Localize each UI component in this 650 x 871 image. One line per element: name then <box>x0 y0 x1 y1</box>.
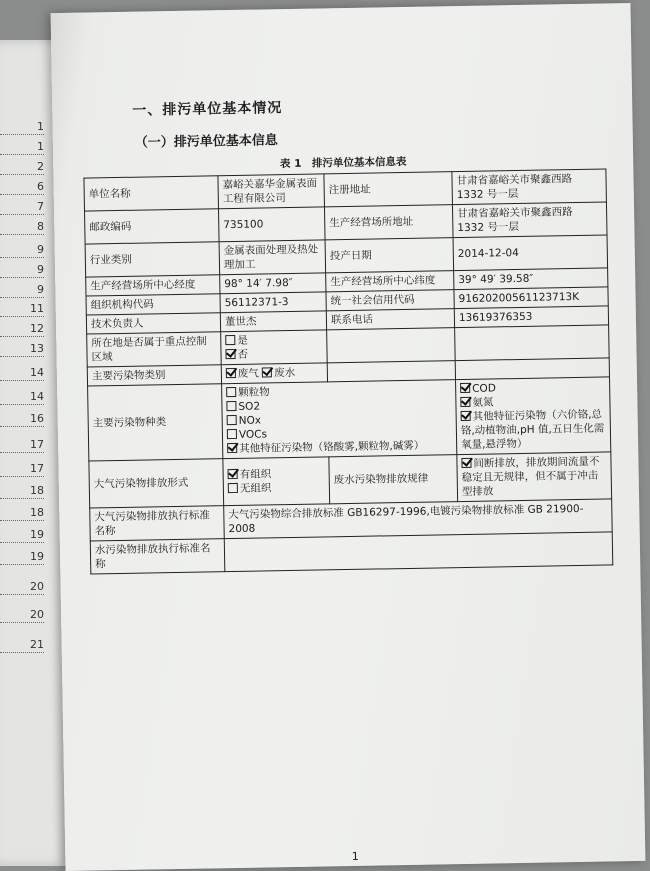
option-label: 颗粒物 <box>238 386 270 399</box>
phone-value: 13619376353 <box>454 306 608 328</box>
checkbox-option <box>461 408 607 453</box>
toc-page-number: 13 <box>0 342 44 357</box>
postal-value: 735100 <box>218 207 325 242</box>
water-standard-label: 水污染物排放执行标准名称 <box>90 539 225 574</box>
unit-name-label: 单位名称 <box>84 176 219 211</box>
option-label: VOCs <box>238 428 268 441</box>
checkbox-checked-icon <box>225 349 235 359</box>
air-standard-value: 大气污染物综合排放标准 GB16297-1996,电镀污染物排放标准 GB 21900-2008 <box>224 499 613 539</box>
toc-page-number: 9 <box>0 243 44 258</box>
option-label: 无组织 <box>239 482 272 495</box>
toc-page-number: 20 <box>0 580 44 595</box>
prod-addr-value: 甘肃省嘉峪关市聚鑫西路 1332 号一层 <box>452 202 607 238</box>
option-label: 其他特征污染物（铬酸雾,颗粒物,碱雾） <box>239 439 425 455</box>
checkbox-empty-icon <box>227 429 237 439</box>
subsection-heading: （一）排污单位基本信息 <box>134 133 278 151</box>
pollutant-category-label: 主要污染物类别 <box>87 365 221 386</box>
checkbox-checked-icon <box>460 383 470 393</box>
start-date-value: 2014-12-04 <box>453 235 608 271</box>
toc-page-number: 19 <box>0 550 44 565</box>
checkbox-empty-icon <box>225 335 235 345</box>
toc-page-number: 21 <box>0 638 44 653</box>
latitude-value: 39° 49′ 39.58″ <box>454 268 608 290</box>
option-label: 有组织 <box>239 468 272 481</box>
table-caption: 表 1 排污单位基本信息表 <box>279 155 407 171</box>
checkbox-checked-icon <box>226 368 236 378</box>
toc-page-number: 9 <box>0 283 44 298</box>
toc-page-number: 9 <box>0 263 44 278</box>
empty-cell <box>327 361 455 382</box>
industry-label: 行业类别 <box>85 242 220 277</box>
option-label: 废气 <box>237 367 259 380</box>
table-row <box>88 377 611 461</box>
longitude-value: 98° 14′ 7.98″ <box>220 273 326 294</box>
checkbox-option <box>227 438 452 456</box>
toc-page-number: 1 <box>0 140 44 155</box>
empty-cell <box>455 325 610 361</box>
start-date-label: 投产日期 <box>325 238 454 273</box>
checkbox-checked-icon <box>461 458 471 468</box>
checkbox-checked-icon <box>262 367 272 377</box>
empty-cell <box>327 328 456 363</box>
key-area-label: 所在地是否属于重点控制区域 <box>87 332 222 367</box>
water-rule-label: 废水污染物排放规律 <box>329 455 458 504</box>
option-label: 氨氮 <box>472 396 494 409</box>
water-rule-value <box>457 452 612 502</box>
air-form-label: 大气污染物排放形式 <box>89 459 224 508</box>
checkbox-option <box>225 346 322 362</box>
option-label: 废水 <box>274 366 296 380</box>
toc-page-number: 11 <box>0 302 44 317</box>
latitude-label: 生产经营场所中心纬度 <box>326 271 454 292</box>
tech-value: 董世杰 <box>220 311 326 332</box>
option-label: NOx <box>238 414 262 427</box>
toc-page-number: 14 <box>0 390 44 405</box>
key-area-value <box>221 330 328 365</box>
postal-label: 邮政编码 <box>85 209 220 244</box>
toc-page-number: 1 <box>0 120 44 135</box>
air-form-value <box>223 457 330 506</box>
document-page <box>51 3 646 871</box>
org-code-value: 56112371-3 <box>220 292 326 313</box>
industry-value: 金属表面处理及热处理加工 <box>219 240 326 275</box>
option-label: SO2 <box>238 400 261 413</box>
checkbox-checked-icon <box>228 469 238 479</box>
checkbox-checked-icon <box>460 397 470 407</box>
option-label: COD <box>472 382 496 395</box>
toc-page-number: 17 <box>0 462 44 477</box>
toc-page-number: 17 <box>0 438 44 453</box>
pollutant-category-value <box>221 363 327 384</box>
org-code-label: 组织机构代码 <box>86 294 220 315</box>
reg-addr-value: 甘肃省嘉峪关市聚鑫西路 1332 号一层 <box>452 169 607 205</box>
option-label: 否 <box>237 348 249 361</box>
toc-page-number: 7 <box>0 200 44 215</box>
prod-addr-label: 生产经营场所地址 <box>324 205 453 240</box>
toc-page-number: 20 <box>0 608 44 623</box>
water-standard-value <box>224 532 613 572</box>
toc-page-number: 6 <box>0 180 44 195</box>
pollutant-type-label: 主要污染物种类 <box>88 384 223 461</box>
toc-page-number: 19 <box>0 528 44 543</box>
info-table <box>83 168 613 574</box>
credit-code-value: 91620200561123713K <box>454 287 608 309</box>
tech-label: 技术负责人 <box>86 313 220 334</box>
water-pollutant-list <box>456 377 611 455</box>
phone-label: 联系电话 <box>326 309 454 330</box>
checkbox-empty-icon <box>226 387 236 397</box>
longitude-label: 生产经营场所中心经度 <box>86 275 220 296</box>
option-label: 其他特征污染物（六价铬,总铬,动植物油,pH 值,五日生化需氧量,悬浮物） <box>460 408 605 452</box>
section-heading: 一、排污单位基本情况 <box>132 100 283 119</box>
unit-name-value: 嘉峪关嘉华金属表面工程有限公司 <box>218 174 325 209</box>
reg-addr-label: 注册地址 <box>324 172 453 207</box>
toc-page-number: 2 <box>0 160 44 175</box>
toc-page-number: 14 <box>0 366 44 381</box>
toc-page-number: 18 <box>0 506 44 521</box>
toc-page-number: 18 <box>0 484 44 499</box>
option-label: 是 <box>237 334 248 347</box>
toc-page-number: 12 <box>0 322 44 337</box>
checkbox-option <box>228 480 325 496</box>
option-label: 间断排放，排放期间流量不稳定且无规律，但不属于冲击型排放 <box>461 455 600 499</box>
toc-page-number: 16 <box>0 412 44 427</box>
checkbox-checked-icon <box>227 443 237 453</box>
checkbox-empty-icon <box>227 415 237 425</box>
page-number: 1 <box>351 849 359 863</box>
checkbox-empty-icon <box>228 483 238 493</box>
air-standard-label: 大气污染物排放执行标准名称 <box>90 506 225 541</box>
gas-pollutant-list <box>222 380 457 459</box>
checkbox-checked-icon <box>461 411 471 421</box>
toc-page-number: 8 <box>0 220 44 235</box>
credit-code-label: 统一社会信用代码 <box>326 290 454 311</box>
checkbox-empty-icon <box>226 401 236 411</box>
